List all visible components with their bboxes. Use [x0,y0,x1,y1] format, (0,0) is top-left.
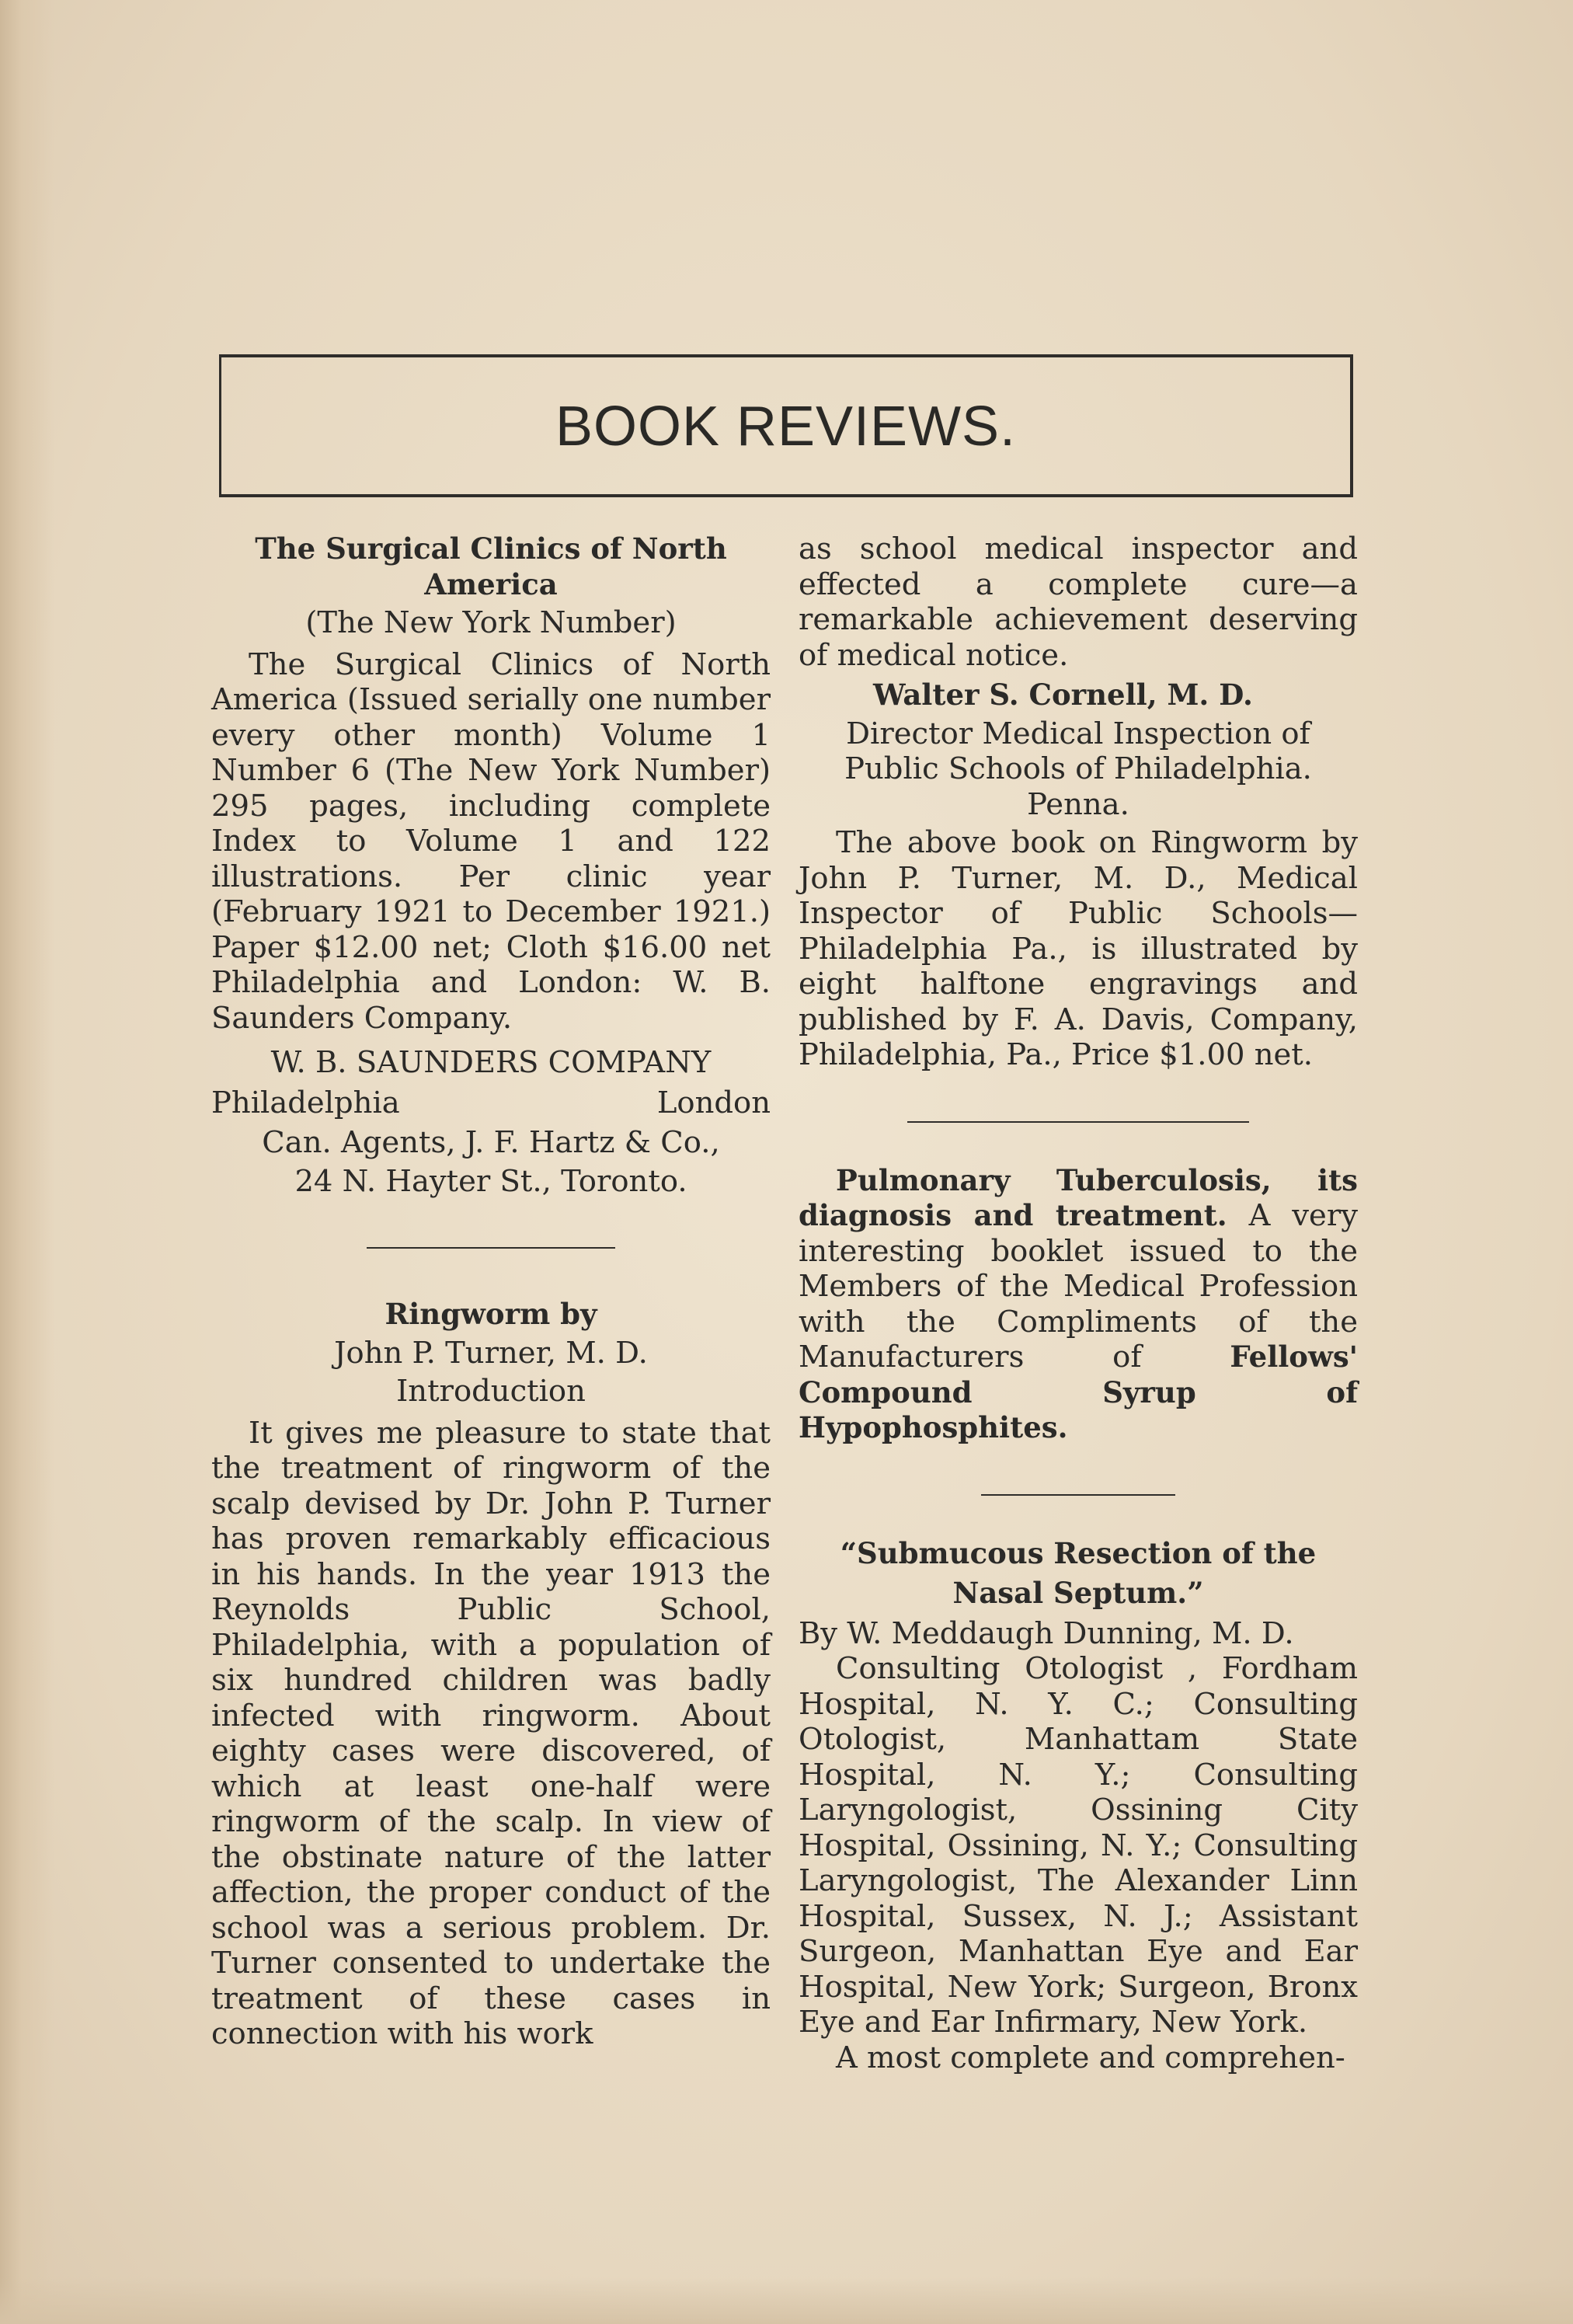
signer-title-line3: Penna. [1027,786,1129,822]
ringworm-cont-body: as school medical inspector and effected a complete cure—a remarkable achievement deserving of medical notice. [799,531,1358,673]
septum-body-start: A most complete and comprehen- [836,2040,1345,2075]
septum-title-line2: Nasal Septum.” [952,1576,1204,1610]
surgical-publisher: W. B. SAUNDERS COMPANY [270,1045,712,1080]
signer-title-line2: Public Schools of Philadelphia. [844,751,1312,786]
surgical-clinics-review [211,531,771,1199]
surgical-subtitle: (The New York Number) [305,605,677,640]
pulmonary-title: Pulmonary Tuberculosis, its diagnosis and treatment. [799,1162,1358,1232]
ringworm-author: John P. Turner, M. D. [334,1335,648,1371]
left-column [211,531,771,2052]
page-title: BOOK REVIEWS. [555,395,1017,458]
pulmonary-paragraph [799,1163,1358,1446]
surgical-body: The Surgical Clinics of North America (Issued serially one number every other month) Volume 1 Number 6 (The New York Number) 295 pages, including complete Index to Volume 1 and 122 illustrations. Per clinic year (February 1921 to December 1921.) Paper $12.00 net; Cloth $16.00 net Philadelphia and London: W. B. Saunders Company. [211,646,771,1036]
page-bottom-shadow [0,2277,1573,2324]
septum-review [799,1536,1358,2076]
section-divider [907,1121,1249,1123]
septum-byline: By W. Meddaugh Dunning, M. D. [799,1615,1294,1651]
ringworm-subtitle: Introduction [396,1374,586,1409]
section-divider [981,1494,1175,1496]
signer-title-line1: Director Medical Inspection of [846,716,1310,751]
surgical-city-right: London [656,1085,771,1120]
page-gutter-shadow [0,0,54,2324]
surgical-title-line1: The Surgical Clinics of North [255,531,727,566]
section-divider [367,1247,615,1249]
ringworm-body: It gives me pleasure to state that the treatment of ringworm of the scalp devised by Dr. John P. Turner has proven remarkably efficacious in his hands. In the year 1913 the Reynolds Public School, Philadelphia, with a population of six hundred children was badly infected with ringworm. About eighty cases were discovered, of which at least one-half were ringworm of the scalp. In view of the obstinate nature of the latter affection, the proper conduct of the school was a serious problem. Dr. Turner consented to undertake the treatment of these cases in connection with his work [211,1415,771,2051]
surgical-agents-line2: 24 N. Hayter St., Toronto. [294,1163,687,1199]
septum-title-line1: “Submucous Resection of the [840,1535,1317,1570]
header-box [219,354,1353,497]
ringworm-signer: Walter S. Cornell, M. D. [873,678,1253,712]
pulmonary-review [799,1163,1358,1446]
pulmonary-product: Fellows' Compound Syrup of Hypophosphites. [799,1340,1358,1444]
septum-credentials: Consulting Otologist , Fordham Hospital, N. Y. C.; Consulting Otologist, Manhattam State Hospital, N. Y.; Consulting Laryngologist, Ossining City Hospital, Ossining, N. Y.; Consulting Laryngologist, The Alexander Linn Hospital, Sussex, N. J.; Assistant Surgeon, Manhattan Eye and Ear Hospital, New York; Surgeon, Bronx Eye and Ear Infirmary, New York. [799,1651,1358,2040]
pulmonary-body: A very interesting booklet issued to the Members of the Medical Profession with the Compliments of the Manufacturers of [799,1198,1358,1375]
ringworm-continuation [799,531,1358,1073]
surgical-title-line2: America [424,566,558,601]
surgical-city-left: Philadelphia [211,1085,400,1120]
ringworm-book-review: The above book on Ringworm by John P. Turner, M. D., Medical Inspector of Public Schools—Philadelphia Pa., is illustrated by eight halftone engravings and published by F. A. Davis, Company, Philadelphia, Pa., Price $1.00 net. [799,825,1358,1072]
surgical-agents-line1: Can. Agents, J. F. Hartz & Co., [262,1125,720,1160]
ringworm-title: Ringworm by [385,1297,597,1331]
ringworm-review [211,1297,771,2052]
surgical-cities [211,1085,771,1121]
right-column [799,531,1358,2075]
